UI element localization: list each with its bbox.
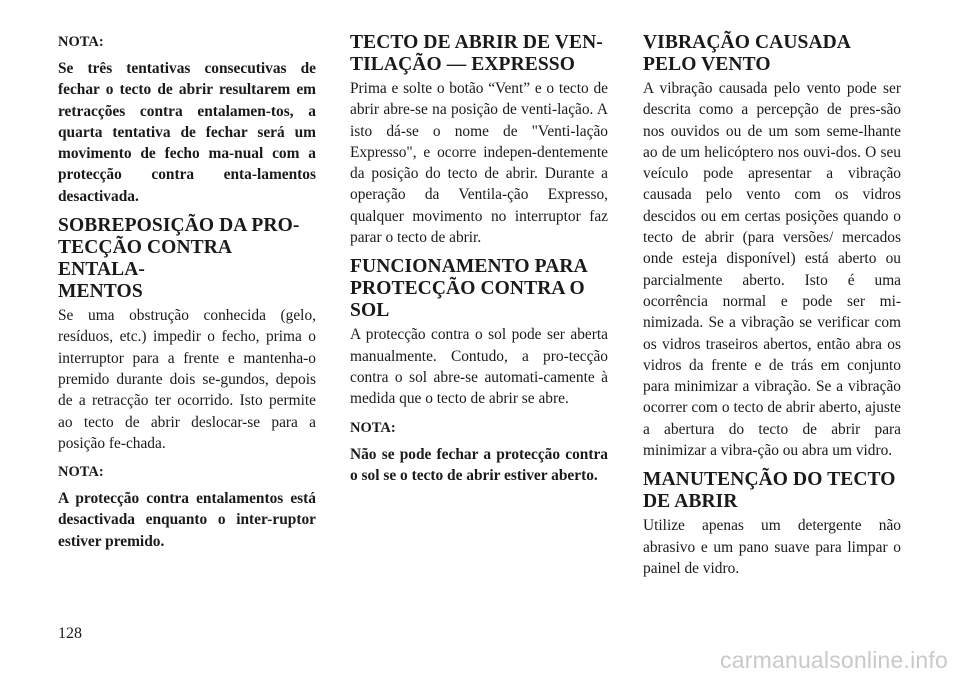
heading-line: MANUTENÇÃO DO TECTO: [643, 469, 896, 491]
heading-line: TECTO DE ABRIR DE VEN-: [350, 32, 603, 53]
page-number: 128: [58, 625, 82, 642]
section-body: Prima e solte o botão “Vent” e o tecto de abrir abre-se na posição de venti-lação. A isto dá-se o nome de "Venti-lação Expresso", e ocorre indepen-dentemente da posição do tecto de abrir. Durante a operação da Ventila-ção Expresso, qualquer movimento no interruptor faz parar o tecto de abrir.: [350, 80, 608, 247]
section-body: Se uma obstrução conhecida (gelo, resíduos, etc.) impedir o fecho, prima o interruptor para a frente e mantenha-o premido durante dois se-gundos, depois de a retracção ter ocorrido. Isto permite ao tecto de abrir deslocar-se para a posição fe-chada.: [58, 307, 316, 452]
heading-line: MENTOS: [58, 281, 143, 303]
heading-line: SOL: [350, 300, 390, 322]
heading-line: DE ABRIR: [643, 491, 738, 513]
heading-line: SOBREPOSIÇÃO DA PRO-: [58, 215, 300, 237]
column-middle: [350, 32, 608, 494]
section-heading-express-vent: [350, 32, 608, 76]
section-heading-entrapment-override: [58, 215, 316, 303]
note-text: A protecção contra entalamentos está desactivada enquanto o inter-ruptor estiver premido.: [58, 490, 316, 550]
section-body: A vibração causada pelo vento pode ser descrita como a percepção de pres-são nos ouvidos ou de um som seme-lhante ao de um helicóptero nos ouvi-dos. O seu veículo pode apresentar a vibração causada pelo vento com os vidros descidos ou em certas posições quando o tecto de abrir (para versões/ mercados onde esteja disponível) está aberto ou parcialmente aberto. Isto é uma ocorrência normal e pode ser mi-nimizada. Se a vibração se verificar com os vidros traseiros abertos, então abra os vidros da frente e de trás em conjunto para minimizar a vibração. Se a vibração ocorrer com o tecto de abrir aberto, ajuste a abertura do tecto de abrir para minimizar a vibra-ção ou abra um vidro.: [643, 80, 901, 460]
note-label: NOTA:: [58, 34, 104, 50]
note-label: NOTA:: [350, 419, 396, 436]
note-text: Não se pode fechar a protecção contra o sol se o tecto de abrir estiver aberto.: [350, 445, 608, 484]
note-label: NOTA:: [58, 464, 104, 481]
note-text: Se três tentativas consecutivas de fechar o tecto de abrir resultarem em retracções contra entalamen-tos, a quarta tentativa de fechar será um movimento de fecho ma-nual com a protecção contra enta-lamentos desactivada.: [58, 60, 316, 205]
heading-line: FUNCIONAMENTO PARA: [350, 256, 588, 278]
section-heading-wind-buffeting: [643, 32, 901, 76]
heading-line: TECÇÃO CONTRA ENTALA-: [58, 237, 232, 281]
watermark: carmanualsonline.info: [720, 647, 948, 673]
column-right: [643, 32, 901, 587]
section-heading-maintenance: [643, 469, 901, 513]
column-left: [58, 32, 316, 560]
heading-line: PROTECÇÃO CONTRA O: [350, 278, 585, 300]
section-heading-sunshade: [350, 256, 608, 322]
heading-line: PELO VENTO: [643, 54, 771, 75]
section-body: Utilize apenas um detergente não abrasivo e um pano suave para limpar o painel de vidro.: [643, 517, 901, 577]
heading-line: VIBRAÇÃO CAUSADA: [643, 32, 851, 53]
section-body: A protecção contra o sol pode ser aberta manualmente. Contudo, a pro-tecção contra o sol abre-se automati-camente à medida que o tecto de abrir se abre.: [350, 326, 608, 408]
heading-line: TILAÇÃO — EXPRESSO: [350, 54, 576, 75]
